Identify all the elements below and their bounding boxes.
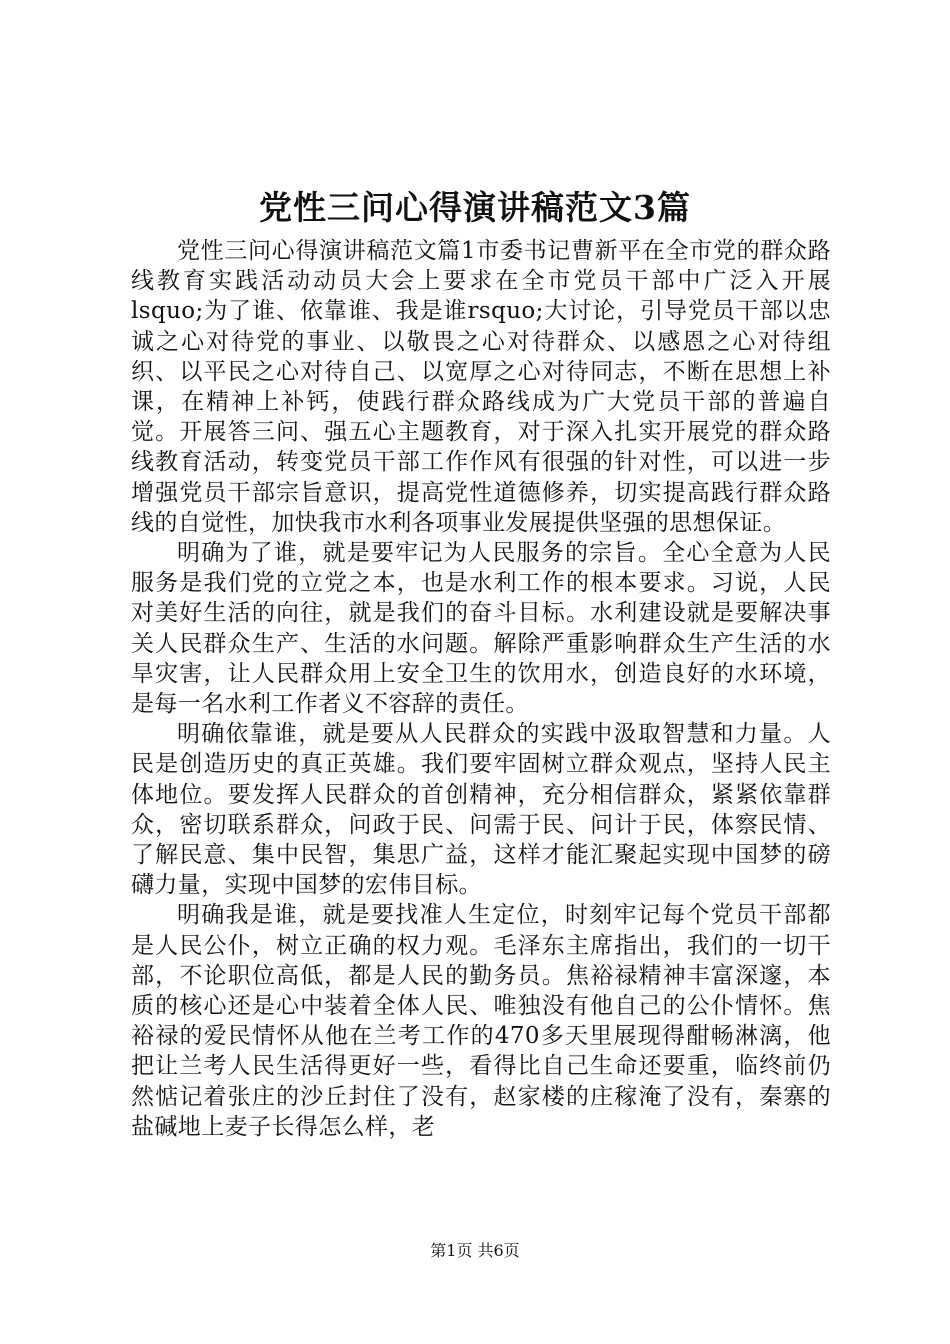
paragraph-4: 明确我是谁，就是要找准人生定位，时刻牢记每个党员干部都是人民公仆，树立正确的权力观。毛泽东主席指出，我们的一切干部，不论职位高低，都是人民的勤务员。焦裕禄精神丰富深邃，本质的核心还是心中装着全体人民、唯独没有他自己的公仆情怀。焦裕禄的爱民情怀从他在兰考工作的470多天里展现得酣畅淋漓，他把让兰考人民生活得更好一些，看得比自己生命还要重，临终前仍然惦记着张庄的沙丘封住了没有，赵家楼的庄稼淹了没有，秦寨的盐碱地上麦子长得怎么样，老 [131,902,831,1140]
paragraph-1: 党性三问心得演讲稿范文篇1市委书记曹新平在全市党的群众路线教育实践活动动员大会上要求在全市党员干部中广泛入开展lsquo;为了谁、依靠谁、我是谁rsquo;大讨论，引导党员干部以忠诚之心对待党的事业、以敬畏之心对待群众、以感恩之心对待组织、以平民之心对待自己、以宽厚之心对待同志，不断在思想上补课，在精神上补钙，使践行群众路线成为广大党员干部的普遍自觉。开展答三问、强五心主题教育，对于深入扎实开展党的群众路线教育活动，转变党员干部工作作风有很强的针对性，可以进一步增强党员干部宗旨意识，提高党性道德修养，切实提高践行群众路线的自觉性，加快我市水利各项事业发展提供坚强的思想保证。 [131,238,831,536]
page-footer: 第1页 共6页 [430,1241,520,1260]
paragraph-3: 明确依靠谁，就是要从人民群众的实践中汲取智慧和力量。人民是创造历史的真正英雄。我们要牢固树立群众观点，坚持人民主体地位。要发挥人民群众的首创精神，充分相信群众，紧紧依靠群众，密切联系群众，问政于民、问需于民、问计于民，体察民情、了解民意、集中民智，集思广益，这样才能汇聚起实现中国梦的磅礴力量，实现中国梦的宏伟目标。 [131,721,831,899]
paragraph-2: 明确为了谁，就是要牢记为人民服务的宗旨。全心全意为人民服务是我们党的立党之本，也是水利工作的根本要求。习说，人民对美好生活的向往，就是我们的奋斗目标。水利建设就是要解决事关人民群众生产、生活的水问题。解除严重影响群众生产生活的水旱灾害，让人民群众用上安全卫生的饮用水，创造良好的水环境，是每一名水利工作者义不容辞的责任。 [131,540,831,718]
document-title: 党性三问心得演讲稿范文3篇 [259,188,691,227]
document-body [131,236,831,1142]
